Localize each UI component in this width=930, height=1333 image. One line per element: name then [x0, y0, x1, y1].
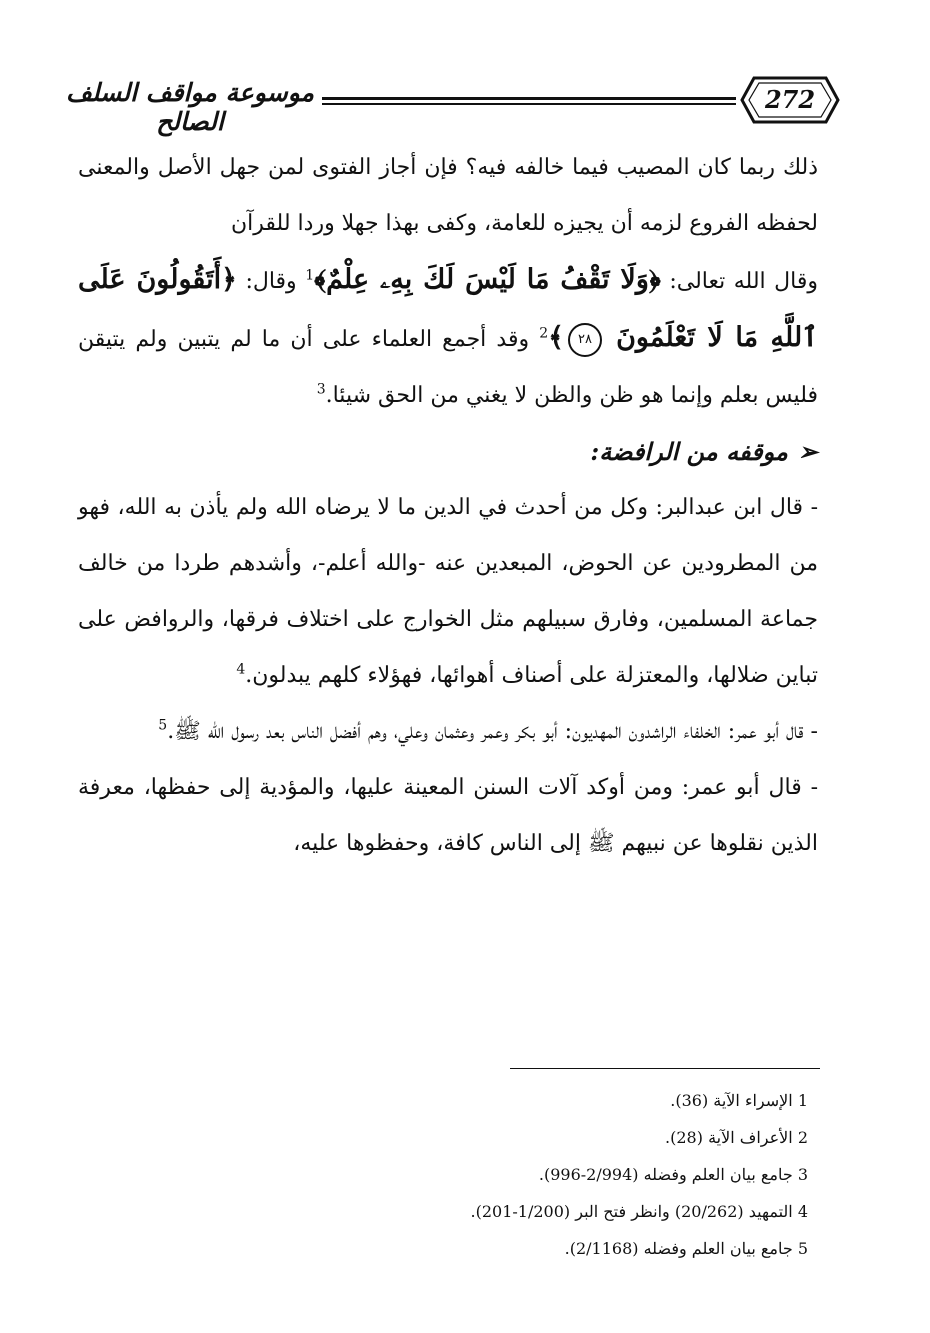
- footnote: 1 الإسراء الآية (36).: [670, 1091, 808, 1110]
- footnote: 5 جامع بيان العلم وفضله (2/1168).: [564, 1239, 808, 1258]
- section-heading: [78, 424, 818, 480]
- paragraph-text: - قال أبو عمر: ومن أوكد آلات السنن المعينة عليها، والمؤدية إلى حفظها، معرفة الذين نقلوها عن نبيهم ﷺ إلى الناس كافة، وحفظوها عليه،: [78, 775, 818, 856]
- footnote-ref: 3: [316, 381, 326, 398]
- footnote-ref: 2: [539, 325, 549, 342]
- series-title: موسوعة مواقف السلف الصالح: [66, 78, 314, 136]
- quran-verse: ﴿أَتَقُولُونَ عَلَى ٱللَّهِ مَا لَا تَعْلَمُونَ: [78, 264, 818, 353]
- footnote-ref: 1: [305, 267, 315, 284]
- section-heading-text: موقفه من الرافضة:: [590, 437, 788, 466]
- header-rule: [322, 103, 736, 105]
- quote-paragraph: [78, 760, 818, 872]
- paragraph: [78, 252, 818, 424]
- paragraph-text: وقال الله تعالى:: [669, 269, 818, 294]
- paragraph-text: وقال:: [245, 269, 297, 294]
- paragraph-text: ذلك ربما كان المصيب فيما خالفه فيه؟ فإن أجاز الفتوى لمن جهل الأصل والمعنى لحفظه الفروع لزمه أن يجيزه للعامة، وكفى بهذا جهلا وردا للقرآن: [78, 155, 818, 236]
- footnote-ref: 4: [236, 661, 246, 678]
- quote-paragraph: [78, 480, 818, 704]
- paragraph-text: - قال أبو عمر: الخلفاء الراشدون المهديون: أبو بكر وعمر وعثمان وعلي، وهم أفضل الناس بعد رسول الله ﷺ.: [167, 719, 818, 744]
- quote-paragraph: [78, 704, 818, 760]
- header-rule: [322, 97, 736, 100]
- quran-verse: ﴿وَلَا تَقْفُ مَا لَيْسَ لَكَ بِهِۦ عِلْمٌ﴾: [314, 264, 661, 295]
- footnote: 2 الأعراف الآية (28).: [665, 1128, 808, 1147]
- footnote: 4 التمهيد (20/262) وانظر فتح البر (1/200-201).: [470, 1202, 808, 1221]
- quran-verse-close: ﴾: [548, 322, 564, 353]
- footnote-divider: [510, 1068, 820, 1069]
- footnote: 3 جامع بيان العلم وفضله (2/994-996).: [538, 1165, 808, 1184]
- paragraph-text: - قال ابن عبدالبر: وكل من أحدث في الدين ما لا يرضاه الله ولم يأذن به الله، فهو من المطرودين عن الحوض، المبعدين عنه -والله أعلم-، وأشدهم طردا من خالف جماعة المسلمين، وفارق سبيلهم مثل الخوارج على اختلاف فرقها، والروافض على تباين ضلالها، والمعتزلة على أصناف أهوائها، فهؤلاء كلهم يبدلون.: [78, 495, 818, 688]
- paragraph-text: وقد أجمع العلماء على أن ما لم يتبين ولم يتيقن فليس بعلم وإنما هو ظن والظن لا يغني من الحق شيئا.: [78, 327, 818, 408]
- main-text: [78, 140, 818, 872]
- page-number: 272: [764, 85, 816, 114]
- verse-number-marker: ٢٨: [568, 323, 602, 357]
- footnote-ref: 5: [158, 717, 168, 734]
- paragraph: [78, 140, 818, 252]
- footnotes: [78, 1082, 808, 1267]
- page-number-badge: [740, 74, 840, 126]
- arrow-icon: ➢: [797, 437, 818, 466]
- page-header: [60, 70, 840, 136]
